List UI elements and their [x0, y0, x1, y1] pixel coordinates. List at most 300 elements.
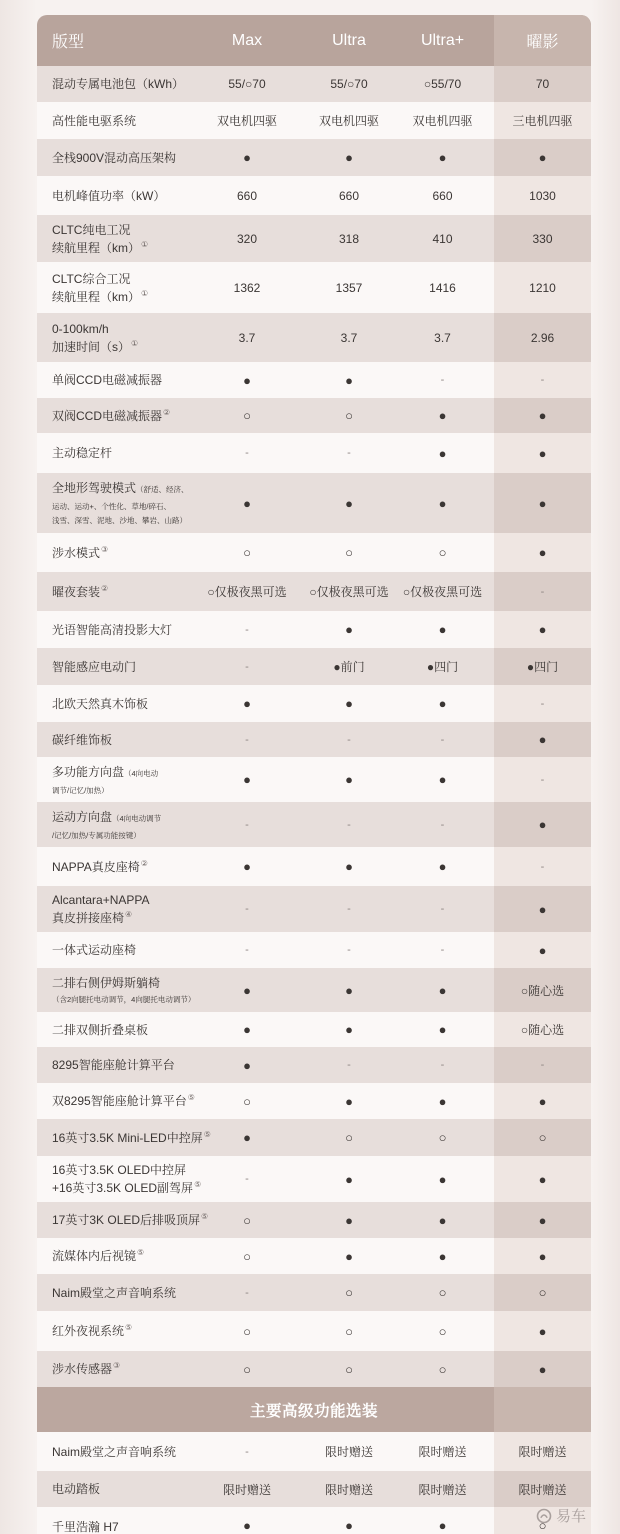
- spec-value-max: ●: [243, 982, 251, 998]
- spec-value-ultra: ○仅极夜黑可选: [309, 585, 389, 599]
- spec-value-max: ○: [243, 1212, 251, 1228]
- spec-row: [37, 611, 591, 648]
- value-cell-ultra: [295, 802, 403, 847]
- label-line: [52, 407, 170, 425]
- spec-label: 双阀CCD电磁减振器: [52, 408, 162, 423]
- value-cell-ultra-plus: [403, 533, 494, 572]
- label-line: [52, 658, 136, 676]
- value-cell-yaoying: [494, 847, 591, 886]
- label-note-line: [52, 783, 109, 797]
- spec-value-ultra: ●: [345, 1518, 353, 1533]
- label-line: [52, 1443, 176, 1461]
- spec-value-ultra: -: [347, 447, 351, 459]
- footnote-marker: ⑤: [125, 1323, 133, 1332]
- spec-row: [37, 968, 591, 1012]
- spec-row: [37, 1351, 591, 1387]
- spec-label: 流媒体内后视镜: [52, 1249, 137, 1263]
- spec-value-max: 限时赠送: [222, 1482, 271, 1497]
- spec-value-yaoying: ●: [538, 495, 547, 511]
- spec-value-yaoying: ●: [538, 1093, 547, 1109]
- spec-value-yaoying: ●: [538, 545, 547, 560]
- spec-value-ultra-plus: -: [440, 944, 445, 956]
- spec-value-yaoying: ●: [538, 1361, 547, 1377]
- spec-label-cell: [37, 886, 199, 932]
- spec-label-cell: [37, 262, 199, 313]
- spec-value-yaoying: -: [540, 860, 545, 873]
- spec-value-max: -: [245, 733, 249, 746]
- label-note: （4向电动调节: [112, 813, 162, 823]
- value-cell-ultra: [295, 757, 403, 802]
- spec-label-cell: [37, 722, 199, 757]
- footnote-marker: ②: [140, 858, 148, 868]
- spec-label: 全地形驾驶模式: [52, 481, 137, 495]
- spec-value-max: ○: [243, 1248, 251, 1264]
- spec-value-max: -: [245, 1286, 249, 1299]
- spec-label: 16英寸3.5K OLED中控屏: [52, 1163, 187, 1177]
- spec-value-yaoying: ●: [538, 150, 547, 165]
- value-cell-max: [199, 685, 295, 722]
- spec-label: 续航里程（km）: [52, 289, 140, 304]
- spec-value-yaoying: -: [540, 374, 545, 386]
- spec-value-ultra-plus: ○: [438, 545, 447, 560]
- spec-value-ultra-plus: ●: [438, 150, 447, 165]
- spec-value-max: -: [245, 1173, 249, 1185]
- label-line: [52, 1360, 120, 1378]
- spec-value-ultra: -: [347, 903, 351, 915]
- spec-value-max: -: [245, 623, 249, 636]
- spec-row: [37, 1311, 591, 1351]
- spec-label-cell: [37, 802, 199, 847]
- model-name-yaoying: 曜影: [526, 34, 559, 51]
- spec-value-max: 1362: [233, 280, 261, 295]
- spec-label: Alcantara+NAPPA: [52, 893, 150, 907]
- label-line: [52, 544, 108, 562]
- label-line: [52, 1247, 144, 1265]
- value-cell-yaoying: [494, 1311, 591, 1351]
- value-cell-yaoying: [494, 968, 591, 1012]
- spec-row: [37, 176, 591, 215]
- value-cell-yaoying: [494, 886, 591, 932]
- spec-label: 混动专属电池包（kWh）: [52, 77, 185, 91]
- section-header: [37, 1387, 591, 1432]
- spec-label: 高性能电驱系统: [52, 113, 137, 128]
- spec-value-ultra-plus: 3.7: [434, 330, 451, 345]
- spec-value-max: ○: [243, 1093, 251, 1109]
- label-note-line: [52, 513, 187, 527]
- footnote-marker: ⑤: [201, 1212, 209, 1221]
- spec-row: [37, 1202, 591, 1238]
- spec-label: 16英寸3.5K Mini-LED中控屏: [52, 1130, 203, 1145]
- spec-value-ultra-plus: 限时赠送: [418, 1482, 467, 1497]
- spec-label: 电动踏板: [52, 1482, 101, 1496]
- spec-value-ultra: ○: [345, 1361, 353, 1377]
- spec-value-yaoying: ○随心选: [520, 983, 565, 998]
- spec-value-max: ●: [243, 859, 251, 874]
- value-cell-ultra: [295, 1311, 403, 1351]
- spec-row: [37, 932, 591, 968]
- value-cell-ultra-plus: [403, 215, 494, 262]
- spec-value-ultra: ●: [345, 622, 353, 637]
- label-note: （舒适、经济、: [136, 485, 189, 494]
- spec-value-ultra-plus: -: [440, 818, 445, 831]
- value-cell-ultra: [295, 533, 403, 572]
- value-cell-yaoying: [494, 1083, 591, 1119]
- footnote-marker: ⑤: [137, 1248, 145, 1257]
- spec-row: [37, 1238, 591, 1274]
- label-line: [52, 808, 161, 828]
- value-cell-max: [199, 1432, 295, 1471]
- value-cell-yaoying: [494, 139, 591, 176]
- spec-label: 0-100km/h: [52, 321, 109, 336]
- value-cell-yaoying: [494, 1119, 591, 1156]
- value-cell-max: [199, 1238, 295, 1274]
- spec-value-yaoying: ●: [538, 942, 547, 958]
- value-cell-ultra-plus: [403, 932, 494, 968]
- value-cell-max: [199, 1274, 295, 1311]
- label-line: [52, 1161, 186, 1179]
- spec-value-max: ○: [243, 1361, 251, 1377]
- header-cell-max: [199, 15, 295, 66]
- spec-value-yaoying: ●: [538, 817, 547, 832]
- value-cell-ultra-plus: [403, 1156, 494, 1202]
- spec-row: [37, 1119, 591, 1156]
- value-cell-ultra-plus: [403, 398, 494, 433]
- header-cell-yaoying: [494, 15, 591, 66]
- spec-row: [37, 139, 591, 176]
- model-name-ultra: Ultra: [332, 31, 366, 49]
- label-note: /记忆/加热/专属功能按键）: [52, 830, 141, 840]
- value-cell-ultra-plus: [403, 802, 494, 847]
- spec-value-ultra: 限时赠送: [324, 1482, 373, 1497]
- footnote-marker: ⑤: [187, 1093, 195, 1102]
- value-cell-yaoying: [494, 1471, 591, 1507]
- spec-row: [37, 66, 591, 102]
- value-cell-ultra-plus: [403, 362, 494, 398]
- spec-label-cell: [37, 139, 199, 176]
- spec-row: [37, 1083, 591, 1119]
- spec-value-ultra: ○: [345, 408, 353, 423]
- value-cell-yaoying: [494, 66, 591, 102]
- spec-value-ultra: ○: [345, 1130, 353, 1145]
- value-cell-max: [199, 139, 295, 176]
- value-cell-ultra-plus: [403, 1083, 494, 1119]
- spec-value-yaoying: ●四门: [526, 660, 559, 674]
- value-cell-ultra: [295, 1012, 403, 1047]
- value-cell-ultra: [295, 847, 403, 886]
- value-cell-yaoying: [494, 473, 591, 533]
- watermark-text: 易车: [556, 1507, 587, 1525]
- label-line: [52, 479, 189, 499]
- header-label-cell: [37, 15, 199, 66]
- spec-value-ultra-plus: ○55/70: [423, 77, 462, 91]
- spec-value-ultra: ●: [345, 1093, 353, 1109]
- value-cell-yaoying: [494, 1238, 591, 1274]
- footnote-marker: ③: [113, 1361, 121, 1370]
- option-row: [37, 1471, 591, 1507]
- spec-label: 全栈900V混动高压架构: [52, 150, 177, 165]
- spec-label-cell: [37, 1119, 211, 1156]
- value-cell-max: [199, 847, 295, 886]
- spec-label-cell: [37, 847, 199, 886]
- value-cell-max: [199, 313, 295, 362]
- value-cell-max: [199, 932, 295, 968]
- value-cell-ultra: [295, 1432, 403, 1471]
- value-cell-yaoying: [494, 1012, 591, 1047]
- value-cell-ultra: [295, 1507, 403, 1534]
- value-cell-max: [199, 1202, 295, 1238]
- footnote-marker: ④: [125, 910, 133, 919]
- spec-value-max: ●: [243, 1518, 251, 1533]
- value-cell-yaoying: [494, 1202, 591, 1238]
- value-cell-ultra: [295, 572, 403, 611]
- spec-label-cell: [37, 1471, 199, 1507]
- spec-value-yaoying: 70: [535, 77, 550, 91]
- footnote-marker: ①: [141, 239, 149, 249]
- spec-label: 智能感应电动门: [52, 659, 137, 674]
- value-cell-ultra: [295, 932, 403, 968]
- spec-value-ultra-plus: 410: [432, 231, 453, 246]
- spec-value-ultra-plus: -: [440, 903, 445, 915]
- footnote-marker: ③: [101, 544, 109, 554]
- spec-row: [37, 433, 591, 473]
- spec-label: 主动稳定杆: [52, 446, 113, 460]
- label-line: [52, 1092, 195, 1110]
- value-cell-yaoying: [494, 802, 591, 847]
- value-cell-ultra-plus: [403, 1012, 494, 1047]
- spec-value-yaoying: 限时赠送: [518, 1445, 567, 1459]
- value-cell-max: [199, 1119, 295, 1156]
- spec-value-ultra-plus: ●: [438, 859, 447, 874]
- footnote-marker: ①: [131, 338, 139, 348]
- spec-value-ultra: ●: [345, 1212, 353, 1228]
- spec-value-ultra-plus: ○: [438, 1130, 447, 1145]
- value-cell-ultra: [295, 215, 403, 262]
- value-cell-yaoying: [494, 572, 591, 611]
- spec-label-cell: [37, 66, 199, 102]
- value-cell-ultra-plus: [403, 1202, 494, 1238]
- spec-value-ultra: -: [347, 1059, 351, 1071]
- value-cell-yaoying: [494, 722, 591, 757]
- spec-value-yaoying: 三电机四驱: [512, 114, 573, 128]
- spec-label: 碳纤维饰板: [52, 732, 113, 747]
- spec-value-max: -: [245, 903, 249, 915]
- spec-value-ultra-plus: 限时赠送: [418, 1445, 467, 1459]
- value-cell-max: [199, 802, 295, 847]
- spec-value-ultra-plus: ●四门: [426, 660, 459, 674]
- value-cell-yaoying: [494, 757, 591, 802]
- spec-value-max: ●: [243, 495, 251, 511]
- label-note-line: [52, 992, 195, 1006]
- value-cell-ultra-plus: [403, 685, 494, 722]
- label-line: [52, 1480, 100, 1498]
- label-line: [52, 1056, 175, 1074]
- spec-label-cell: [37, 176, 199, 215]
- value-cell-max: [199, 757, 295, 802]
- value-cell-ultra-plus: [403, 611, 494, 648]
- label-line: [52, 909, 132, 927]
- spec-label: 二排右侧伊姆斯躺椅: [52, 976, 161, 990]
- value-cell-yaoying: [494, 1432, 591, 1471]
- label-line: [52, 288, 148, 306]
- header-cell-ultra-plus: [403, 15, 494, 66]
- value-cell-ultra: [295, 362, 403, 398]
- value-cell-yaoying: [494, 362, 591, 398]
- spec-value-ultra: -: [347, 944, 351, 956]
- value-cell-ultra: [295, 1274, 403, 1311]
- value-cell-max: [199, 968, 295, 1012]
- spec-label-cell: [37, 1202, 209, 1238]
- value-cell-ultra: [295, 139, 403, 176]
- label-note: 调节/记忆/加热）: [52, 785, 109, 795]
- spec-value-ultra-plus: ●: [438, 408, 447, 423]
- label-line: [52, 239, 148, 257]
- spec-value-ultra: ●: [345, 696, 353, 711]
- spec-value-ultra: ●: [345, 982, 353, 998]
- spec-row: [37, 1156, 591, 1202]
- footnote-marker: ⑤: [203, 1129, 211, 1139]
- spec-value-yaoying: ●: [538, 1248, 547, 1264]
- value-cell-ultra-plus: [403, 433, 494, 473]
- value-cell-ultra-plus: [403, 847, 494, 886]
- value-cell-ultra-plus: [403, 262, 494, 313]
- value-cell-ultra-plus: [403, 313, 494, 362]
- value-cell-yaoying: [494, 215, 591, 262]
- spec-value-yaoying: ●: [538, 408, 547, 423]
- label-line: [52, 891, 150, 909]
- footnote-marker: ②: [101, 583, 109, 593]
- spec-value-ultra-plus: ○仅极夜黑可选: [402, 585, 483, 599]
- value-cell-yaoying: [494, 176, 591, 215]
- spec-label: 曜夜套装: [52, 584, 101, 599]
- spec-label-cell: [37, 1432, 199, 1471]
- label-line: [52, 763, 158, 783]
- spec-value-ultra-plus: -: [440, 1059, 445, 1071]
- spec-value-max: ●: [243, 772, 251, 787]
- spec-value-ultra-plus: ●: [438, 696, 447, 711]
- spec-value-max: -: [245, 447, 249, 459]
- spec-value-max: 双电机四驱: [216, 114, 277, 128]
- model-name-ultra-plus: Ultra+: [420, 31, 465, 49]
- spec-value-ultra-plus: ●: [438, 622, 447, 637]
- value-cell-ultra-plus: [403, 968, 494, 1012]
- footnote-marker: ⑤: [194, 1180, 202, 1189]
- spec-value-ultra: 限时赠送: [324, 1445, 373, 1459]
- value-cell-ultra: [295, 1238, 403, 1274]
- spec-label-cell: [37, 1351, 199, 1387]
- spec-value-max: ○仅极夜黑可选: [207, 585, 287, 599]
- label-line: [52, 149, 176, 167]
- label-line: [52, 1518, 119, 1534]
- label-line: [52, 187, 165, 205]
- spec-row: [37, 215, 591, 262]
- label-line: [52, 941, 136, 959]
- value-cell-max: [199, 262, 295, 313]
- value-cell-ultra-plus: [403, 1119, 494, 1156]
- spec-value-ultra: 双电机四驱: [318, 114, 379, 128]
- spec-row: [37, 313, 591, 362]
- spec-value-ultra: ●前门: [333, 660, 365, 674]
- spec-label-cell: [37, 1311, 199, 1351]
- label-line: [52, 974, 160, 992]
- spec-label: 加速时间（s）: [52, 339, 131, 354]
- label-note: （4向电动: [124, 768, 159, 778]
- value-cell-ultra-plus: [403, 722, 494, 757]
- spec-value-ultra: ●: [345, 1248, 353, 1264]
- spec-value-ultra-plus: ○: [438, 1285, 447, 1300]
- spec-label-cell: [37, 1012, 199, 1047]
- spec-value-yaoying: ●: [538, 1212, 547, 1228]
- value-cell-max: [199, 215, 295, 262]
- value-cell-ultra-plus: [403, 176, 494, 215]
- spec-value-yaoying: ●: [538, 1323, 547, 1339]
- spec-value-ultra: ●: [345, 150, 353, 165]
- value-cell-ultra: [295, 722, 403, 757]
- spec-value-yaoying: ○随心选: [520, 1023, 565, 1037]
- spec-label-cell: [37, 215, 199, 262]
- spec-value-ultra-plus: ○: [438, 1323, 447, 1339]
- value-cell-ultra: [295, 611, 403, 648]
- spec-value-yaoying: 2.96: [530, 330, 555, 345]
- spec-value-ultra-plus: ●: [438, 1248, 447, 1264]
- spec-value-max: ●: [243, 1130, 251, 1145]
- spec-value-ultra-plus: ●: [438, 1022, 447, 1037]
- spec-value-yaoying: -: [540, 773, 545, 786]
- value-cell-ultra: [295, 102, 403, 139]
- value-cell-max: [199, 473, 295, 533]
- option-row: [37, 1507, 591, 1534]
- spec-label-cell: [37, 433, 199, 473]
- label-note-line: [52, 499, 171, 513]
- spec-row: [37, 886, 591, 932]
- label-line: [52, 112, 136, 130]
- value-cell-ultra-plus: [403, 1238, 494, 1274]
- yiche-logo-icon: [536, 1508, 552, 1524]
- spec-label-cell: [37, 572, 199, 611]
- spec-value-max: 3.7: [238, 330, 256, 345]
- model-name-max: Max: [231, 31, 263, 49]
- value-cell-ultra-plus: [403, 1351, 494, 1387]
- spec-value-yaoying: ○: [538, 1285, 547, 1300]
- spec-value-max: -: [245, 818, 249, 831]
- label-line: [52, 1211, 208, 1229]
- spec-value-max: ○: [243, 408, 251, 423]
- spec-label: 单阀CCD电磁减振器: [52, 373, 162, 387]
- spec-row: [37, 572, 591, 611]
- spec-value-max: ●: [243, 696, 251, 711]
- spec-value-ultra: ○: [345, 545, 353, 560]
- value-cell-ultra-plus: [403, 572, 494, 611]
- spec-value-ultra-plus: ●: [438, 1212, 447, 1228]
- spec-value-ultra-plus: 双电机四驱: [412, 114, 473, 128]
- label-line: [52, 1322, 132, 1340]
- header-cell-ultra: [295, 15, 403, 66]
- value-cell-ultra-plus: [403, 1311, 494, 1351]
- spec-label: 续航里程（km）: [52, 240, 140, 255]
- spec-label: 北欧天然真木饰板: [52, 696, 149, 711]
- spec-value-yaoying: ●: [538, 732, 547, 747]
- spec-value-max: 320: [236, 231, 258, 246]
- spec-value-yaoying: -: [540, 585, 545, 598]
- spec-label-cell: [37, 932, 199, 968]
- label-line: [52, 444, 112, 462]
- spec-value-ultra: ○: [345, 1285, 353, 1300]
- spec-value-ultra: -: [347, 818, 351, 831]
- label-note: 运动、运动+、个性化、草地/碎石、: [52, 502, 171, 511]
- value-cell-ultra: [295, 886, 403, 932]
- value-cell-ultra-plus: [403, 757, 494, 802]
- spec-value-ultra: ●: [345, 1171, 353, 1187]
- spec-label-cell: [37, 313, 199, 362]
